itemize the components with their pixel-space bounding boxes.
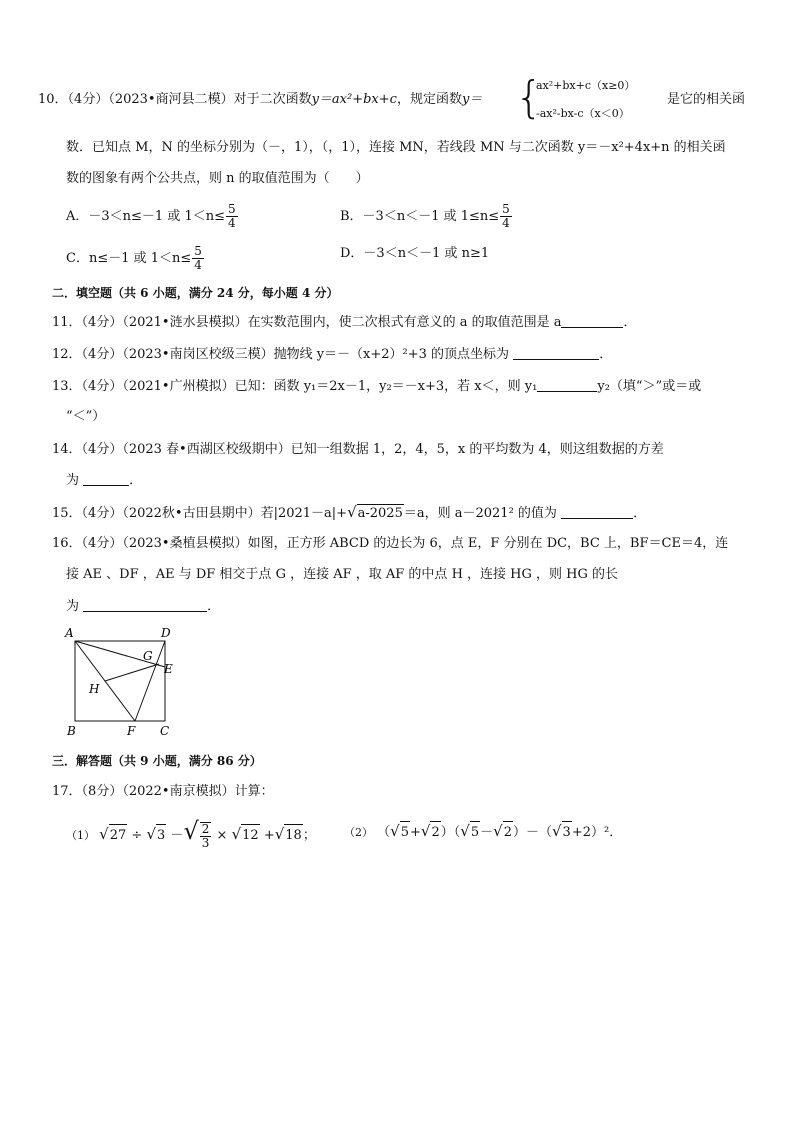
q17-part-1 <box>66 817 316 850</box>
fraction-numerator: 5 <box>502 202 510 216</box>
answer-blank <box>83 472 129 486</box>
radical-sign: √ <box>460 822 470 840</box>
paren-close: ）－（ <box>512 825 552 840</box>
part-1-label: （1） <box>66 829 95 842</box>
radical-sign: √ <box>274 825 285 843</box>
fraction-denominator: 3 <box>201 835 210 850</box>
q17-part-2 <box>344 820 622 844</box>
radicand: 3 <box>562 821 572 844</box>
piecewise-brace: { <box>515 72 543 123</box>
q12-end: ． <box>599 347 613 362</box>
q10-line1-tail: 是它的相关函 <box>667 92 746 107</box>
option-b-text: B．－3＜n＜－1 或 1≤n≤ <box>340 209 500 224</box>
radicand: 2 <box>430 821 440 844</box>
piecewise-line-2: -ax²-bx-c（x＜0） <box>536 107 630 120</box>
paren-mid: ）（ <box>440 825 461 840</box>
label-a: A <box>65 626 74 640</box>
q10-quadratic: y＝ax²+bx+c <box>311 92 397 107</box>
radical-sign: √ <box>551 822 562 840</box>
q14-line2 <box>66 472 142 490</box>
radical-sign: √ <box>493 822 503 840</box>
plus-sign: + <box>410 825 421 840</box>
option-c-text: C．n≤－1 或 1＜n≤ <box>66 251 192 266</box>
part-2-tail: +2）²． <box>571 825 623 840</box>
fraction-numerator: 5 <box>194 244 202 258</box>
radicand: 3 <box>156 824 166 847</box>
fraction-denominator: 4 <box>194 258 202 272</box>
answer-blank <box>561 314 623 328</box>
q10-line1-head: 10．（4分）（2023•商河县二模）对于二次函数 <box>38 92 312 107</box>
label-d: D <box>161 626 171 640</box>
label-h: H <box>89 682 100 696</box>
times-sign: × <box>216 828 228 843</box>
label-b: B <box>67 724 76 738</box>
radical-sign: √ <box>390 822 400 840</box>
fraction <box>226 203 238 230</box>
label-c: C <box>160 724 170 738</box>
divide-sign: ÷ <box>131 828 143 843</box>
q11 <box>52 314 636 332</box>
radicand: 18 <box>284 824 303 847</box>
minus-sign: － <box>170 828 184 843</box>
answer-blank <box>513 346 599 360</box>
option-a-text: A．－3＜n≤－1 或 1＜n≤ <box>66 209 225 224</box>
q15-prefix: 15．（4分）（2022秋•古田县期中）若|2021－a|+ <box>52 506 348 521</box>
q10-line1 <box>38 91 482 109</box>
q13-line1 <box>52 378 701 396</box>
q14-line1: 14．（4分）（2023 春•西湖区校级期中）已知一组数据 1，2，4，5，x 的平均数为 4，则这组数据的方差 <box>52 442 664 457</box>
fraction-numerator: 5 <box>228 202 236 216</box>
q16-line1: 16．（4分）（2023•桑植县模拟）如图，正方形 ABCD 的边长为 6，点 E，F 分别在 DC，BC 上，BF＝CE＝4，连 <box>52 536 729 551</box>
label-f: F <box>127 724 136 738</box>
q13-tail: y₂（填“＞”或＝或 <box>597 379 702 394</box>
part-1-end: ； <box>302 828 316 843</box>
q16-line2: 接 AE 、DF ，AE 与 DF 相交于点 G ，连接 AF ，取 AF 的中点 H ，连接 HG ，则 HG 的长 <box>66 567 619 582</box>
radical-sign: √ <box>99 825 109 843</box>
q14-end: ． <box>129 473 143 488</box>
q10-option-c <box>66 245 205 272</box>
minus-sign: － <box>480 825 494 840</box>
plus-sign: + <box>263 828 275 843</box>
radicand: 5 <box>400 821 410 844</box>
radicand: 2 <box>503 821 513 844</box>
q13-line2: “＜”） <box>66 409 106 424</box>
section-2-heading: 二．填空题（共 6 小题，满分 24 分，每小题 4 分） <box>52 286 339 300</box>
label-e: E <box>164 662 173 676</box>
radicand: 27 <box>109 824 128 847</box>
q12-text: 12．（4分）（2023•南岗区校级三模）抛物线 y＝－（x+2）²+3 的顶点坐标为 <box>52 347 510 362</box>
q17-heading: 17．（8分）（2022•南京模拟）计算： <box>52 784 274 799</box>
fraction-numerator: 2 <box>201 821 210 836</box>
fraction <box>192 245 204 272</box>
q10-line3: 数的图象有两个公共点，则 n 的取值范围为（ ） <box>66 171 369 186</box>
radical-sign: √ <box>146 825 156 843</box>
q15-end: ． <box>633 506 647 521</box>
q10-line2: 数．已知点 M，N 的坐标分别为（－，1），（，1），连接 MN，若线段 MN 与二次函数 y＝－x²+4x+n 的相关函 <box>66 140 726 155</box>
radical-sign: √ <box>420 822 431 840</box>
fraction-denominator: 4 <box>502 216 510 230</box>
q10-option-b <box>340 203 513 230</box>
radical-sign: √ <box>183 817 199 845</box>
q14-prefix: 为 <box>66 473 80 488</box>
q10-y-eq: y＝ <box>461 92 483 107</box>
radical-sign: √ <box>231 825 242 843</box>
q11-end: ． <box>623 315 637 330</box>
fraction-denominator: 4 <box>228 216 236 230</box>
radicand: 5 <box>470 821 480 844</box>
section-3-heading: 三．解答题（共 9 小题，满分 86 分） <box>52 754 262 768</box>
q16-end: ． <box>207 599 221 614</box>
q10-option-a <box>66 203 239 230</box>
paren-open: （ <box>377 825 391 840</box>
part-2-label: （2） <box>344 826 373 839</box>
answer-blank <box>537 378 597 392</box>
radicand: a-2025 <box>357 506 403 521</box>
q15-post: ＝a，则 a－2021² 的值为 <box>403 506 557 521</box>
answer-blank <box>83 598 207 612</box>
answer-blank <box>561 505 633 519</box>
q10-line1-mid: ，规定函数 <box>396 92 462 107</box>
fraction <box>500 203 512 230</box>
square-geometry-figure <box>60 622 190 742</box>
q15 <box>52 503 646 523</box>
piecewise-line-1: ax²+bx+c（x≥0） <box>536 79 636 92</box>
radical-sign: √ <box>347 503 357 521</box>
q16-line3 <box>66 598 220 616</box>
q12 <box>52 346 612 364</box>
label-g: G <box>143 649 153 663</box>
q10-option-d: D．－3＜n＜－1 或 n≥1 <box>340 246 490 261</box>
q16-prefix: 为 <box>66 599 80 614</box>
radicand: 12 <box>241 824 260 847</box>
q13-text: 13．（4分）（2021•广州模拟）已知：函数 y₁＝2x－1，y₂＝－x+3，若 x＜，则 y₁ <box>52 379 538 394</box>
q11-text: 11．（4分）（2021•涟水县模拟）在实数范围内，使二次根式有意义的 a 的取值范围是 a <box>52 315 562 330</box>
fraction <box>200 822 212 850</box>
